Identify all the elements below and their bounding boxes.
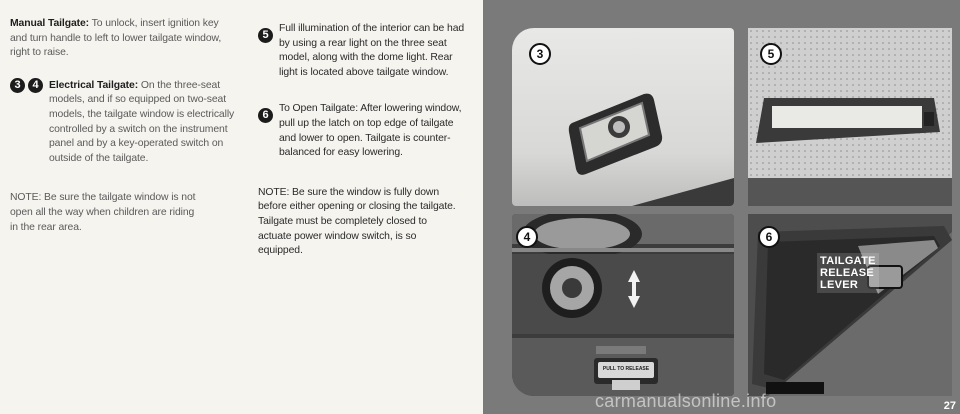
lever-label-line-3: LEVER	[820, 279, 859, 291]
middle-note: NOTE: Be sure the window is fully down before either opening or closing the tailgate. Tailgate must be completely closed to actuate power window switch, is so equipped.	[258, 186, 456, 257]
pull-to-release-label: PULL TO RELEASE	[602, 366, 650, 372]
step-badge-6: 6	[258, 108, 273, 123]
item-6	[258, 102, 470, 160]
item-5	[258, 22, 470, 80]
tailgate-release-lever-label	[817, 253, 879, 293]
electrical-tailgate-text: On the three-seat models, and if so equipped on two-seat models, the tailgate window is electrically controlled by a switch on the instrument panel and by a key-operated switch on outside of the tailgate.	[49, 79, 235, 164]
photo-badge-4: 4	[516, 226, 538, 248]
photo-tailgate-switch	[512, 28, 734, 206]
photo-rear-light	[748, 28, 952, 206]
electrical-tailgate-title: Electrical Tailgate:	[49, 79, 139, 91]
manual-tailgate-title: Manual Tailgate:	[10, 18, 90, 29]
page-number: 27	[943, 400, 956, 412]
step-badge-5: 5	[258, 28, 273, 43]
photo-badge-6: 6	[758, 226, 780, 248]
watermark: carmanualsonline.info	[595, 391, 777, 411]
step-badge-3: 3	[10, 78, 25, 93]
manual-tailgate-text: To unlock, insert ignition key and turn handle to left to lower tailgate window, right to raise.	[10, 18, 222, 59]
photo-badge-3: 3	[529, 43, 551, 65]
lever-label-line-1: TAILGATE	[820, 255, 876, 267]
left-column	[10, 0, 236, 235]
photo-tailgate-lever	[748, 214, 952, 396]
left-note: NOTE: Be sure the tailgate window is not open all the way when children are riding in the rear area.	[10, 192, 196, 233]
electrical-tailgate-section	[10, 79, 236, 167]
photo-badge-5: 5	[760, 43, 782, 65]
electrical-tailgate-paragraph	[49, 79, 236, 167]
item-5-text: Full illumination of the interior can be had by using a rear light on the three seat model, along with the dome light. Rear light is located above tailgate window.	[279, 23, 465, 78]
middle-column	[258, 0, 470, 259]
manual-tailgate-paragraph	[10, 17, 236, 61]
step-badge-4: 4	[28, 78, 43, 93]
item-6-text: To Open Tailgate: After lowering window, pull up the latch on top edge of tailgate and lower to open. Tailgate is counter-balanced for easy lowering.	[279, 103, 462, 159]
photo-instrument-panel	[512, 214, 734, 396]
lever-label-line-2: RELEASE	[820, 267, 875, 279]
